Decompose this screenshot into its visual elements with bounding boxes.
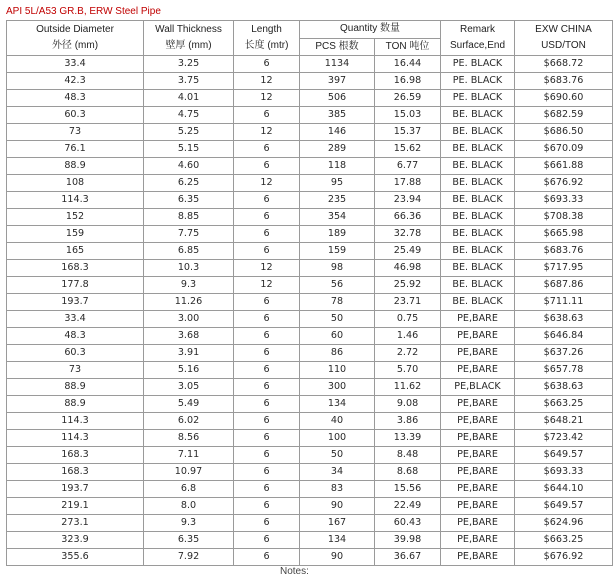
price-cell: $686.50 (515, 124, 613, 141)
length-cell: 12 (234, 90, 300, 107)
price-cell: $646.84 (515, 328, 613, 345)
pcs-cell: 110 (300, 362, 375, 379)
length-cell: 6 (234, 481, 300, 498)
length-cell: 12 (234, 73, 300, 90)
length-cell: 6 (234, 141, 300, 158)
remark-cell: PE,BARE (441, 362, 515, 379)
remark-cell: BE. BLACK (441, 175, 515, 192)
wall-thickness-cell: 3.75 (144, 73, 234, 90)
ton-cell: 1.46 (375, 328, 441, 345)
length-cell: 6 (234, 549, 300, 566)
length-cell: 6 (234, 396, 300, 413)
outside-diameter-cell: 177.8 (7, 277, 144, 294)
length-cell: 6 (234, 498, 300, 515)
remark-cell: PE,BARE (441, 549, 515, 566)
outside-diameter-cell: 168.3 (7, 447, 144, 464)
outside-diameter-cell: 42.3 (7, 73, 144, 90)
ton-cell: 3.86 (375, 413, 441, 430)
table-row (7, 328, 613, 345)
outside-diameter-cell: 323.9 (7, 532, 144, 549)
pcs-cell: 506 (300, 90, 375, 107)
price-cell: $687.86 (515, 277, 613, 294)
remark-cell: PE,BARE (441, 311, 515, 328)
ton-cell: 8.48 (375, 447, 441, 464)
ton-cell: 39.98 (375, 532, 441, 549)
table-row (7, 192, 613, 209)
outside-diameter-cell: 33.4 (7, 311, 144, 328)
outside-diameter-cell: 114.3 (7, 413, 144, 430)
table-row (7, 73, 613, 90)
table-row (7, 345, 613, 362)
pcs-cell: 189 (300, 226, 375, 243)
table-row (7, 107, 613, 124)
header-length: Length 长度 (mtr) (234, 21, 300, 56)
price-cell: $693.33 (515, 192, 613, 209)
pcs-cell: 78 (300, 294, 375, 311)
outside-diameter-cell: 114.3 (7, 430, 144, 447)
wall-thickness-cell: 7.92 (144, 549, 234, 566)
table-row (7, 396, 613, 413)
ton-cell: 25.49 (375, 243, 441, 260)
price-cell: $723.42 (515, 430, 613, 447)
outside-diameter-cell: 193.7 (7, 481, 144, 498)
length-cell: 6 (234, 413, 300, 430)
table-row (7, 379, 613, 396)
ton-cell: 60.43 (375, 515, 441, 532)
outside-diameter-cell: 73 (7, 362, 144, 379)
price-cell: $708.38 (515, 209, 613, 226)
remark-cell: BE. BLACK (441, 226, 515, 243)
wall-thickness-cell: 9.3 (144, 277, 234, 294)
ton-cell: 46.98 (375, 260, 441, 277)
length-cell: 6 (234, 464, 300, 481)
wall-thickness-cell: 11.26 (144, 294, 234, 311)
price-cell: $661.88 (515, 158, 613, 175)
length-cell: 6 (234, 311, 300, 328)
ton-cell: 36.67 (375, 549, 441, 566)
header-quantity: Quantity 数量 (300, 21, 441, 39)
price-cell: $682.59 (515, 107, 613, 124)
remark-cell: PE,BARE (441, 430, 515, 447)
table-row (7, 277, 613, 294)
header-wall-thickness: Wall Thickness 壁厚 (mm) (144, 21, 234, 56)
header-remark: Remark Surface,End (441, 21, 515, 56)
wall-thickness-cell: 5.25 (144, 124, 234, 141)
length-cell: 6 (234, 515, 300, 532)
wall-thickness-cell: 4.75 (144, 107, 234, 124)
length-cell: 6 (234, 345, 300, 362)
pcs-cell: 118 (300, 158, 375, 175)
length-cell: 6 (234, 107, 300, 124)
price-cell: $690.60 (515, 90, 613, 107)
table-row (7, 124, 613, 141)
ton-cell: 25.92 (375, 277, 441, 294)
outside-diameter-cell: 273.1 (7, 515, 144, 532)
wall-thickness-cell: 8.85 (144, 209, 234, 226)
price-cell: $676.92 (515, 175, 613, 192)
ton-cell: 26.59 (375, 90, 441, 107)
pcs-cell: 98 (300, 260, 375, 277)
header-outside-diameter: Outside Diameter 外径 (mm) (7, 21, 144, 56)
length-cell: 6 (234, 328, 300, 345)
price-cell: $649.57 (515, 447, 613, 464)
wall-thickness-cell: 7.11 (144, 447, 234, 464)
table-row (7, 243, 613, 260)
pcs-cell: 90 (300, 498, 375, 515)
header-exw-price: EXW CHINA USD/TON (515, 21, 613, 56)
price-cell: $638.63 (515, 379, 613, 396)
remark-cell: PE,BARE (441, 413, 515, 430)
remark-cell: PE,BARE (441, 481, 515, 498)
length-cell: 6 (234, 209, 300, 226)
wall-thickness-cell: 5.15 (144, 141, 234, 158)
outside-diameter-cell: 193.7 (7, 294, 144, 311)
ton-cell: 13.39 (375, 430, 441, 447)
remark-cell: BE. BLACK (441, 158, 515, 175)
ton-cell: 23.94 (375, 192, 441, 209)
ton-cell: 15.56 (375, 481, 441, 498)
price-cell: $668.72 (515, 56, 613, 73)
ton-cell: 22.49 (375, 498, 441, 515)
wall-thickness-cell: 3.05 (144, 379, 234, 396)
outside-diameter-cell: 88.9 (7, 158, 144, 175)
length-cell: 6 (234, 294, 300, 311)
pcs-cell: 235 (300, 192, 375, 209)
wall-thickness-cell: 6.8 (144, 481, 234, 498)
remark-cell: BE. BLACK (441, 124, 515, 141)
remark-cell: BE. BLACK (441, 209, 515, 226)
remark-cell: PE,BARE (441, 396, 515, 413)
ton-cell: 9.08 (375, 396, 441, 413)
price-cell: $637.26 (515, 345, 613, 362)
table-row (7, 209, 613, 226)
table-row (7, 141, 613, 158)
wall-thickness-cell: 3.25 (144, 56, 234, 73)
pcs-cell: 50 (300, 447, 375, 464)
price-cell: $665.98 (515, 226, 613, 243)
length-cell: 6 (234, 379, 300, 396)
ton-cell: 2.72 (375, 345, 441, 362)
wall-thickness-cell: 7.75 (144, 226, 234, 243)
pcs-cell: 289 (300, 141, 375, 158)
remark-cell: BE. BLACK (441, 243, 515, 260)
remark-cell: PE,BARE (441, 328, 515, 345)
wall-thickness-cell: 4.60 (144, 158, 234, 175)
header-pcs: PCS 根数 (300, 38, 375, 56)
pcs-cell: 167 (300, 515, 375, 532)
table-row (7, 464, 613, 481)
pcs-cell: 100 (300, 430, 375, 447)
outside-diameter-cell: 355.6 (7, 549, 144, 566)
table-row (7, 549, 613, 566)
wall-thickness-cell: 6.02 (144, 413, 234, 430)
table-row (7, 532, 613, 549)
ton-cell: 5.70 (375, 362, 441, 379)
ton-cell: 16.98 (375, 73, 441, 90)
outside-diameter-cell: 76.1 (7, 141, 144, 158)
remark-cell: PE,BARE (441, 345, 515, 362)
length-cell: 12 (234, 124, 300, 141)
outside-diameter-cell: 114.3 (7, 192, 144, 209)
outside-diameter-cell: 108 (7, 175, 144, 192)
length-cell: 12 (234, 277, 300, 294)
remark-cell: PE,BARE (441, 498, 515, 515)
table-body (7, 56, 613, 566)
table-row (7, 430, 613, 447)
price-cell: $644.10 (515, 481, 613, 498)
wall-thickness-cell: 6.35 (144, 192, 234, 209)
wall-thickness-cell: 4.01 (144, 90, 234, 107)
outside-diameter-cell: 48.3 (7, 90, 144, 107)
outside-diameter-cell: 60.3 (7, 345, 144, 362)
remark-cell: PE,BLACK (441, 379, 515, 396)
table-row (7, 90, 613, 107)
price-cell: $638.63 (515, 311, 613, 328)
remark-cell: BE. BLACK (441, 277, 515, 294)
length-cell: 6 (234, 243, 300, 260)
ton-cell: 15.03 (375, 107, 441, 124)
remark-cell: BE. BLACK (441, 141, 515, 158)
price-cell: $649.57 (515, 498, 613, 515)
outside-diameter-cell: 152 (7, 209, 144, 226)
length-cell: 6 (234, 158, 300, 175)
wall-thickness-cell: 6.25 (144, 175, 234, 192)
outside-diameter-cell: 48.3 (7, 328, 144, 345)
length-cell: 6 (234, 430, 300, 447)
sheet-title: API 5L/A53 GR.B, ERW Steel Pipe (6, 6, 161, 17)
ton-cell: 6.77 (375, 158, 441, 175)
outside-diameter-cell: 219.1 (7, 498, 144, 515)
remark-cell: BE. BLACK (441, 107, 515, 124)
price-cell: $624.96 (515, 515, 613, 532)
table-row (7, 447, 613, 464)
price-cell: $648.21 (515, 413, 613, 430)
pcs-cell: 50 (300, 311, 375, 328)
length-cell: 12 (234, 260, 300, 277)
pcs-cell: 83 (300, 481, 375, 498)
table-row (7, 311, 613, 328)
remark-cell: PE. BLACK (441, 56, 515, 73)
table-row (7, 498, 613, 515)
price-cell: $693.33 (515, 464, 613, 481)
table-row (7, 481, 613, 498)
table-row (7, 175, 613, 192)
outside-diameter-cell: 73 (7, 124, 144, 141)
header-ton: TON 吨位 (375, 38, 441, 56)
pcs-cell: 134 (300, 532, 375, 549)
pcs-cell: 397 (300, 73, 375, 90)
price-cell: $676.92 (515, 549, 613, 566)
remark-cell: BE. BLACK (441, 294, 515, 311)
ton-cell: 17.88 (375, 175, 441, 192)
length-cell: 12 (234, 175, 300, 192)
outside-diameter-cell: 168.3 (7, 464, 144, 481)
table-row (7, 362, 613, 379)
wall-thickness-cell: 6.85 (144, 243, 234, 260)
pcs-cell: 86 (300, 345, 375, 362)
remark-cell: PE. BLACK (441, 73, 515, 90)
notes-label: Notes: (280, 566, 309, 577)
ton-cell: 15.37 (375, 124, 441, 141)
pcs-cell: 134 (300, 396, 375, 413)
wall-thickness-cell: 3.91 (144, 345, 234, 362)
length-cell: 6 (234, 447, 300, 464)
remark-cell: BE. BLACK (441, 260, 515, 277)
price-cell: $683.76 (515, 73, 613, 90)
pcs-cell: 60 (300, 328, 375, 345)
remark-cell: PE,BARE (441, 464, 515, 481)
price-cell: $663.25 (515, 532, 613, 549)
pcs-cell: 1134 (300, 56, 375, 73)
wall-thickness-cell: 8.56 (144, 430, 234, 447)
pcs-cell: 95 (300, 175, 375, 192)
pcs-cell: 354 (300, 209, 375, 226)
pcs-cell: 34 (300, 464, 375, 481)
ton-cell: 66.36 (375, 209, 441, 226)
remark-cell: PE,BARE (441, 447, 515, 464)
table-row (7, 515, 613, 532)
table-row (7, 260, 613, 277)
table-row (7, 56, 613, 73)
ton-cell: 0.75 (375, 311, 441, 328)
outside-diameter-cell: 159 (7, 226, 144, 243)
wall-thickness-cell: 3.00 (144, 311, 234, 328)
ton-cell: 23.71 (375, 294, 441, 311)
ton-cell: 8.68 (375, 464, 441, 481)
ton-cell: 11.62 (375, 379, 441, 396)
wall-thickness-cell: 9.3 (144, 515, 234, 532)
pcs-cell: 300 (300, 379, 375, 396)
table-row (7, 413, 613, 430)
pcs-cell: 56 (300, 277, 375, 294)
outside-diameter-cell: 88.9 (7, 396, 144, 413)
pcs-cell: 40 (300, 413, 375, 430)
remark-cell: PE. BLACK (441, 90, 515, 107)
wall-thickness-cell: 6.35 (144, 532, 234, 549)
price-cell: $663.25 (515, 396, 613, 413)
remark-cell: PE,BARE (441, 532, 515, 549)
pcs-cell: 146 (300, 124, 375, 141)
price-cell: $711.11 (515, 294, 613, 311)
price-cell: $683.76 (515, 243, 613, 260)
price-cell: $717.95 (515, 260, 613, 277)
outside-diameter-cell: 165 (7, 243, 144, 260)
wall-thickness-cell: 8.0 (144, 498, 234, 515)
price-cell: $670.09 (515, 141, 613, 158)
ton-cell: 16.44 (375, 56, 441, 73)
wall-thickness-cell: 10.97 (144, 464, 234, 481)
price-table (6, 20, 613, 566)
pcs-cell: 90 (300, 549, 375, 566)
length-cell: 6 (234, 362, 300, 379)
wall-thickness-cell: 10.3 (144, 260, 234, 277)
length-cell: 6 (234, 192, 300, 209)
table-row (7, 226, 613, 243)
wall-thickness-cell: 5.49 (144, 396, 234, 413)
table-row (7, 294, 613, 311)
length-cell: 6 (234, 226, 300, 243)
remark-cell: PE,BARE (441, 515, 515, 532)
length-cell: 6 (234, 532, 300, 549)
outside-diameter-cell: 88.9 (7, 379, 144, 396)
ton-cell: 32.78 (375, 226, 441, 243)
outside-diameter-cell: 33.4 (7, 56, 144, 73)
remark-cell: BE. BLACK (441, 192, 515, 209)
length-cell: 6 (234, 56, 300, 73)
price-cell: $657.78 (515, 362, 613, 379)
outside-diameter-cell: 60.3 (7, 107, 144, 124)
ton-cell: 15.62 (375, 141, 441, 158)
wall-thickness-cell: 5.16 (144, 362, 234, 379)
table-row (7, 158, 613, 175)
pcs-cell: 385 (300, 107, 375, 124)
outside-diameter-cell: 168.3 (7, 260, 144, 277)
wall-thickness-cell: 3.68 (144, 328, 234, 345)
pcs-cell: 159 (300, 243, 375, 260)
